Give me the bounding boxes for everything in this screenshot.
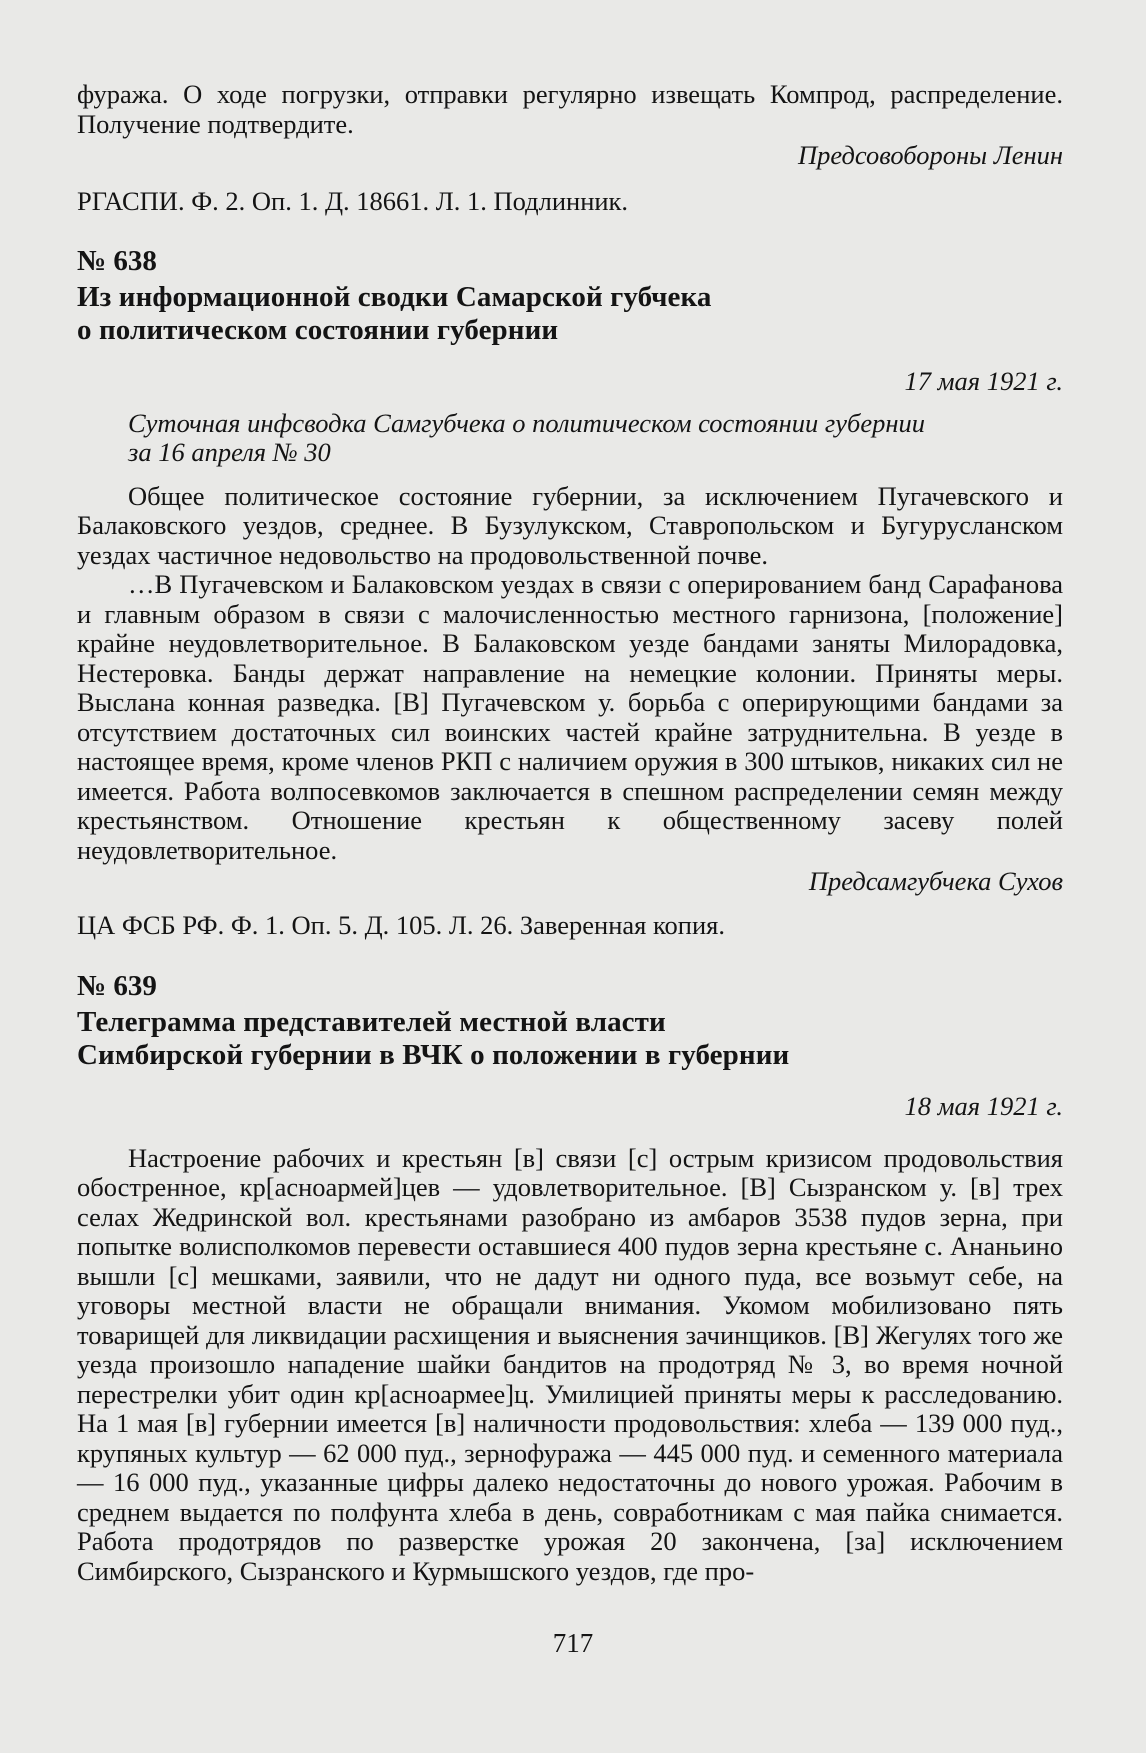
sukhov-signature: Предсамгубчека Сухов	[808, 866, 1063, 896]
doc-638-date: 17 мая 1921 г.	[904, 366, 1063, 396]
doc-639-title-line2: Симбирской губернии в ВЧК о положении в губернии	[77, 1039, 790, 1071]
doc-638-title-line1: Из информационной сводки Самарской губчека	[77, 281, 712, 313]
page-number: 717	[552, 1628, 594, 1658]
doc-638-subheading-line1: Суточная инфсводка Самгубчека о политическом состоянии губернии	[128, 407, 925, 438]
doc-639-number: № 639	[77, 970, 157, 1002]
archive-source-2: ЦА ФСБ РФ. Ф. 1. Оп. 5. Д. 105. Л. 26. Заверенная копия.	[77, 909, 725, 940]
doc-638-title-line2: о политическом состоянии губернии	[77, 314, 559, 346]
doc-639-date: 18 мая 1921 г.	[904, 1091, 1063, 1121]
lenin-signature: Предсовобороны Ленин	[798, 140, 1063, 170]
continuation-paragraph: фуража. О ходе погрузки, отправки регулярно извещать Компрод, распределение. Получение подтвердите.	[77, 79, 1063, 139]
doc-639-paragraph-1: Настроение рабочих и крестьян [в] связи [с] острым кризисом продовольствия обостренное, кр[асноармей]цев — удовлетворительное. [В] Сызранском у. [в] трех селах Жедринской вол. крестьянами разобрано из амбаров 3538 пудов зерна, при попытке волисполкомов перевести оставшиеся 400 пудов зерна крестьяне с. Ананьино вышли [с] мешками, заявили, что не дадут ни одного пуда, все возьмут себе, на уговоры местной власти не обращали внимания. Укомом мобилизовано пять товарищей для ликвидации расхищения и выяснения зачинщиков. [В] Жегулях того же уезда произошло нападение шайки бандитов на продотряд № 3, во время ночной перестрелки убит один кр[асноармее]ц. Умилицией приняты меры к расследованию. На 1 мая [в] губернии имеется [в] наличности продовольствия: хлеба — 139 000 пуд., крупяных культур — 62 000 пуд., зернофуража — 445 000 пуд. и семенного материала — 16 000 пуд., указанные цифры далеко недостаточны до нового урожая. Рабочим в среднем выдается по полфунта хлеба в день, совработникам с мая пайка снимается. Работа продотрядов по разверстке урожая 20 закончена, [за] исключением Симбирского, Сызранского и Курмышского уездов, где про-	[77, 1142, 1063, 1586]
doc-638-number: № 638	[77, 245, 157, 277]
doc-638-paragraph-1: Общее политическое состояние губернии, за исключением Пугачевского и Балаковского уездов, среднее. В Бузулукском, Ставропольском и Бугурусланском уездах частичное недовольство на продовольственной почве.	[77, 480, 1063, 570]
doc-639-title-line1: Телеграмма представителей местной власти	[77, 1006, 666, 1038]
archive-source-1: РГАСПИ. Ф. 2. Оп. 1. Д. 18661. Л. 1. Подлинник.	[77, 185, 629, 216]
doc-638-subheading-line2: за 16 апреля № 30	[128, 437, 331, 467]
doc-638-paragraph-2: …В Пугачевском и Балаковском уездах в связи с оперированием банд Сарафанова и главным образом в связи с малочисленностью местного гарнизона, [положение] крайне неудовлетворительное. В Балаковском уезде бандами заняты Милорадовка, Нестеровка. Банды держат направление на немецкие колонии. Приняты меры. Выслана конная разведка. [В] Пугачевском у. борьба с оперирующими бандами за отсутствием достаточных сил воинских частей крайне затруднительна. В уезде в настоящее время, кроме членов РКП с наличием оружия в 300 штыков, никаких сил не имеется. Работа волпосевкомов заключается в спешном распределении семян между крестьянством. Отношение крестьян к общественному засеву полей неудовлетворительное.	[77, 569, 1063, 865]
